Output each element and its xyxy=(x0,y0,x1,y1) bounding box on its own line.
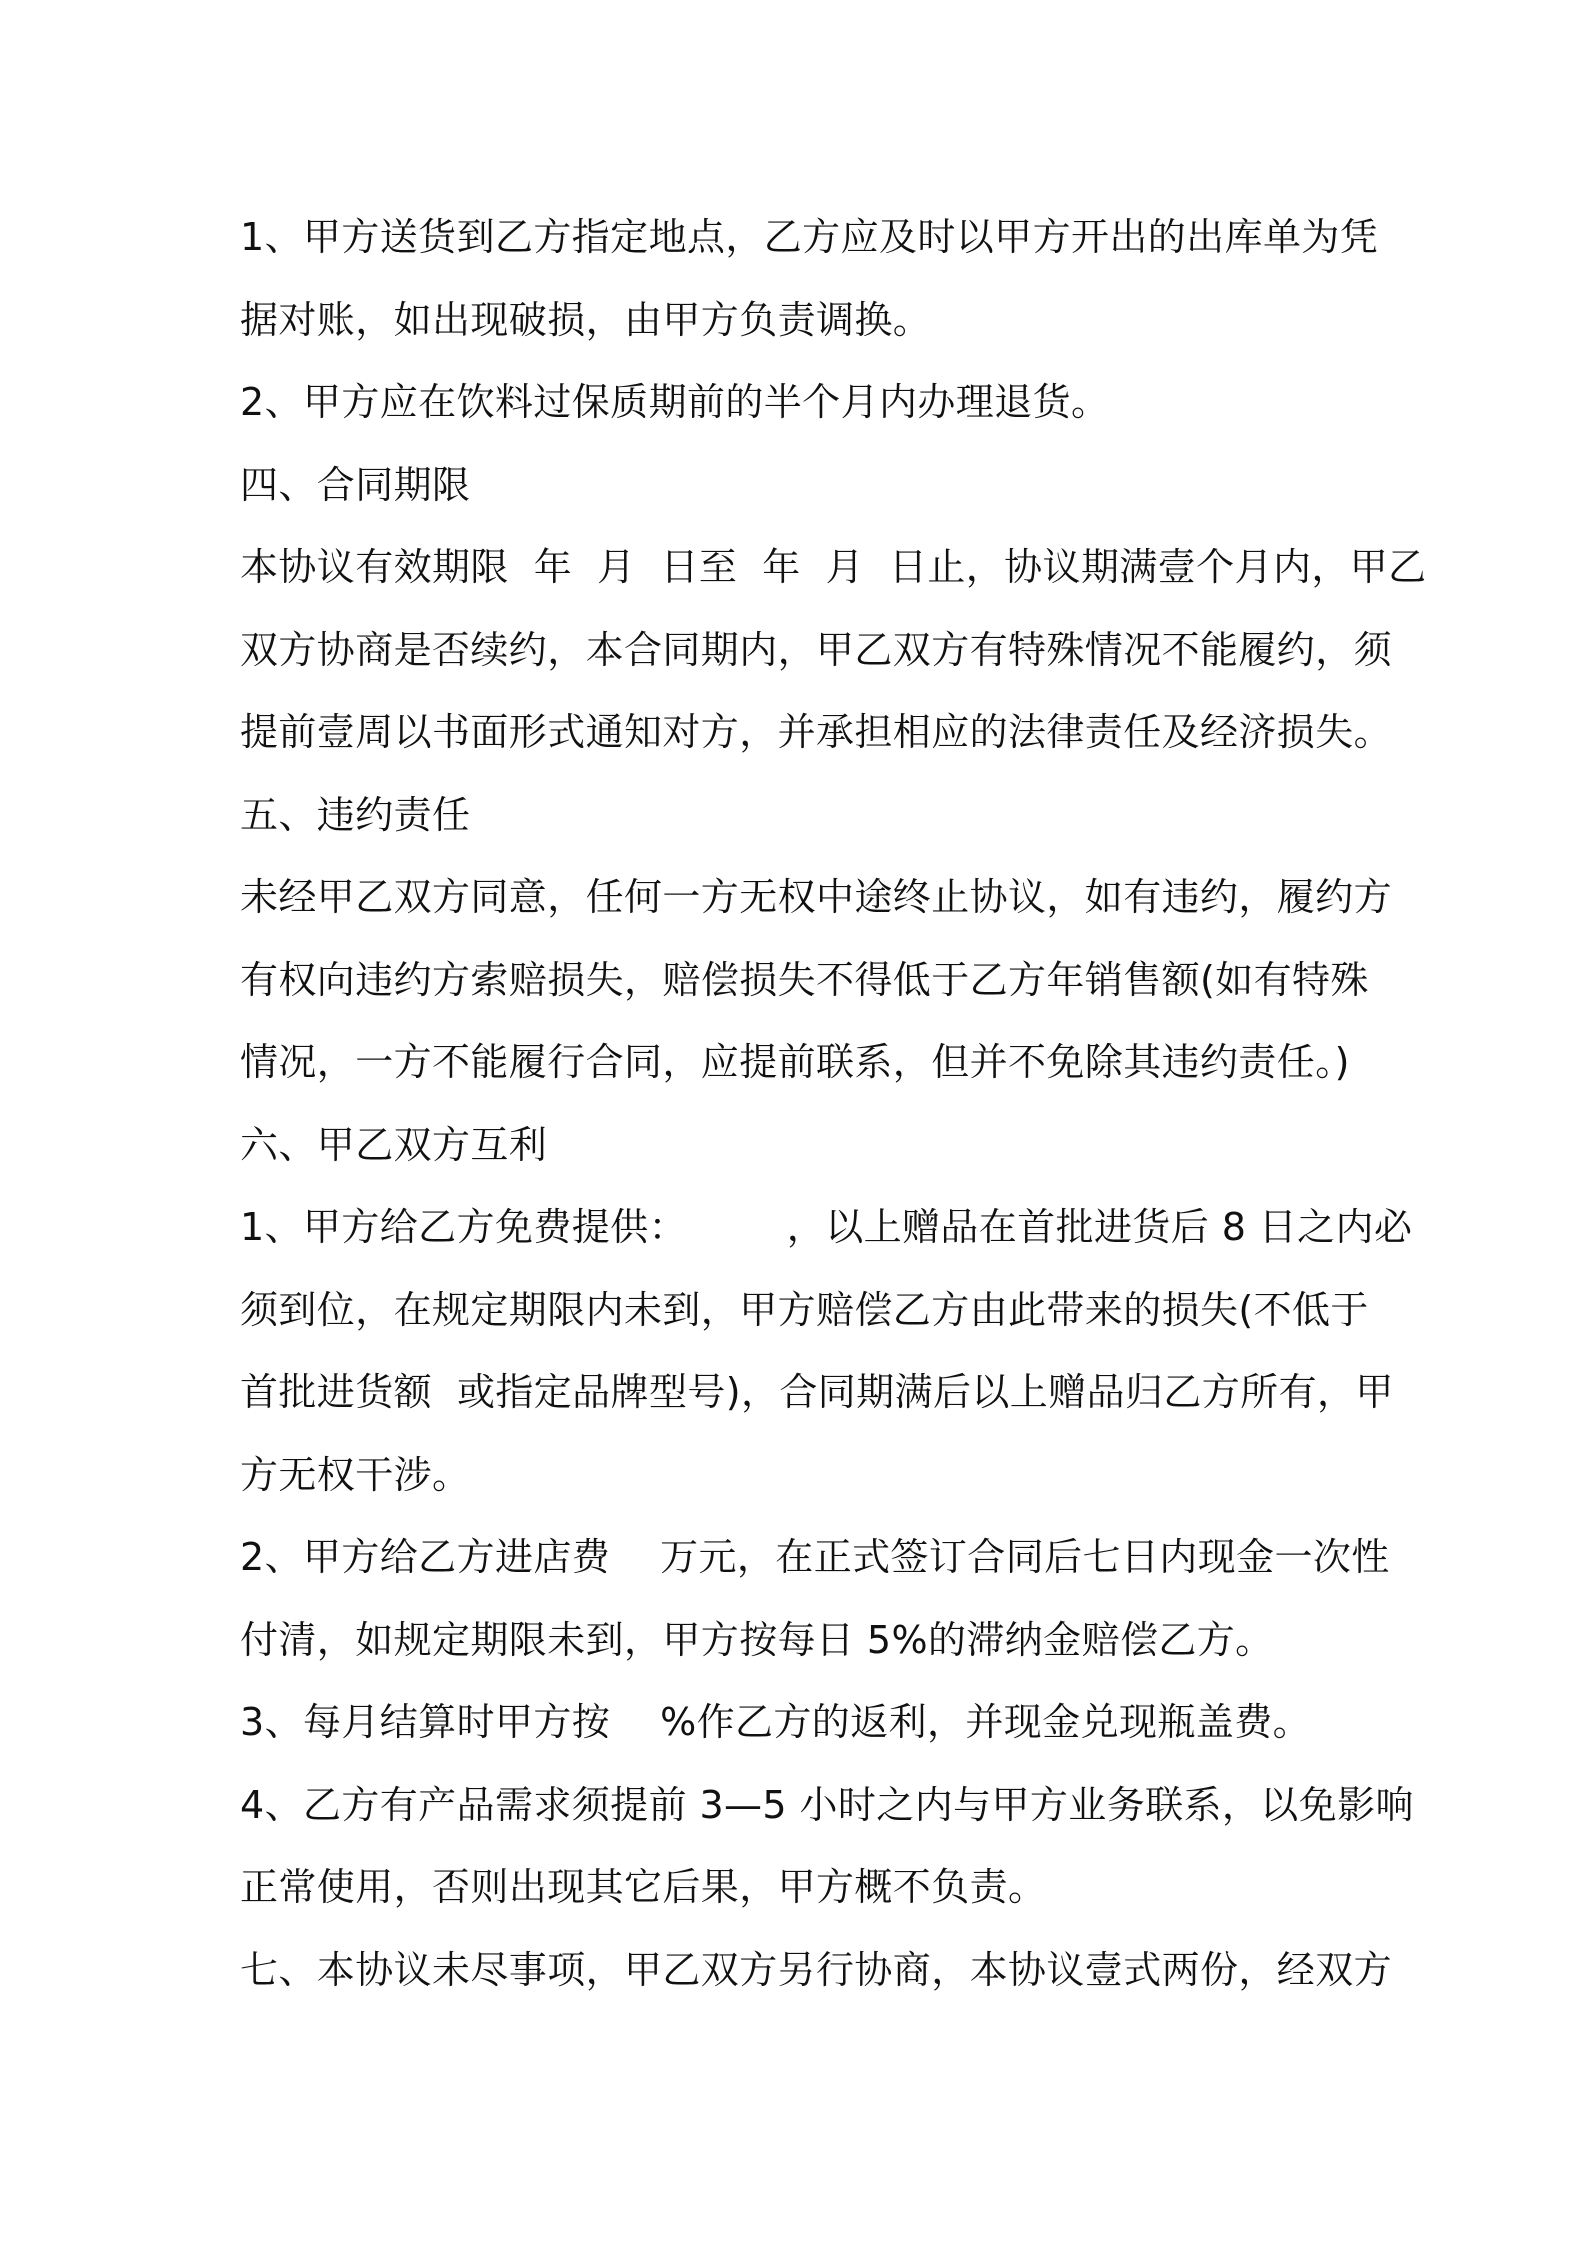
clause-line: 2、甲方应在饮料过保质期前的半个月内办理退货。 xyxy=(240,380,1110,424)
clause-line: 首批进货额 或指定品牌型号)，合同期满后以上赠品归乙方所有，甲 xyxy=(240,1370,1394,1414)
section-heading: 五、违约责任 xyxy=(240,792,471,837)
document-body xyxy=(240,196,1427,2011)
section-heading: 七、本协议未尽事项，甲乙双方另行协商，本协议壹式两份，经双方 xyxy=(240,1947,1393,1992)
clause-line: 1、甲方送货到乙方指定地点，乙方应及时以甲方开出的出库单为凭 xyxy=(240,215,1379,259)
clause-line: 据对账，如出现破损，由甲方负责调换。 xyxy=(240,297,932,342)
clause-line: 双方协商是否续约，本合同期内，甲乙双方有特殊情况不能履约，须 xyxy=(240,627,1393,672)
clause-line: 本协议有效期限 年 月 日至 年 月 日止，协议期满壹个月内，甲乙 xyxy=(240,545,1427,589)
clause-line: 有权向违约方索赔损失，赔偿损失不得低于乙方年销售额(如有特殊 xyxy=(240,957,1369,1002)
clause-line: 1、甲方给乙方免费提供： ，以上赠品在首批进货后 8 日之内必 xyxy=(240,1205,1413,1249)
clause-line: 2、甲方给乙方进店费 万元，在正式签订合同后七日内现金一次性 xyxy=(240,1535,1390,1579)
section-heading: 六、甲乙双方互利 xyxy=(240,1122,548,1167)
clause-line: 情况，一方不能履行合同，应提前联系，但并不免除其违约责任。) xyxy=(240,1040,1350,1084)
clause-line: 3、每月结算时甲方按 %作乙方的返利，并现金兑现瓶盖费。 xyxy=(240,1700,1312,1744)
clause-line: 须到位，在规定期限内未到，甲方赔偿乙方由此带来的损失(不低于 xyxy=(240,1287,1369,1332)
clause-line: 正常使用，否则出现其它后果，甲方概不负责。 xyxy=(240,1865,1047,1909)
clause-line: 4、乙方有产品需求须提前 3—5 小时之内与甲方业务联系，以免影响 xyxy=(240,1782,1414,1827)
clause-line: 提前壹周以书面形式通知对方，并承担相应的法律责任及经济损失。 xyxy=(240,710,1393,754)
section-heading: 四、合同期限 xyxy=(240,462,471,507)
clause-line: 方无权干涉。 xyxy=(240,1452,471,1497)
clause-line: 付清，如规定期限未到，甲方按每日 5%的滞纳金赔偿乙方。 xyxy=(240,1617,1274,1662)
clause-line: 未经甲乙双方同意，任何一方无权中途终止协议，如有违约，履约方 xyxy=(240,875,1393,919)
